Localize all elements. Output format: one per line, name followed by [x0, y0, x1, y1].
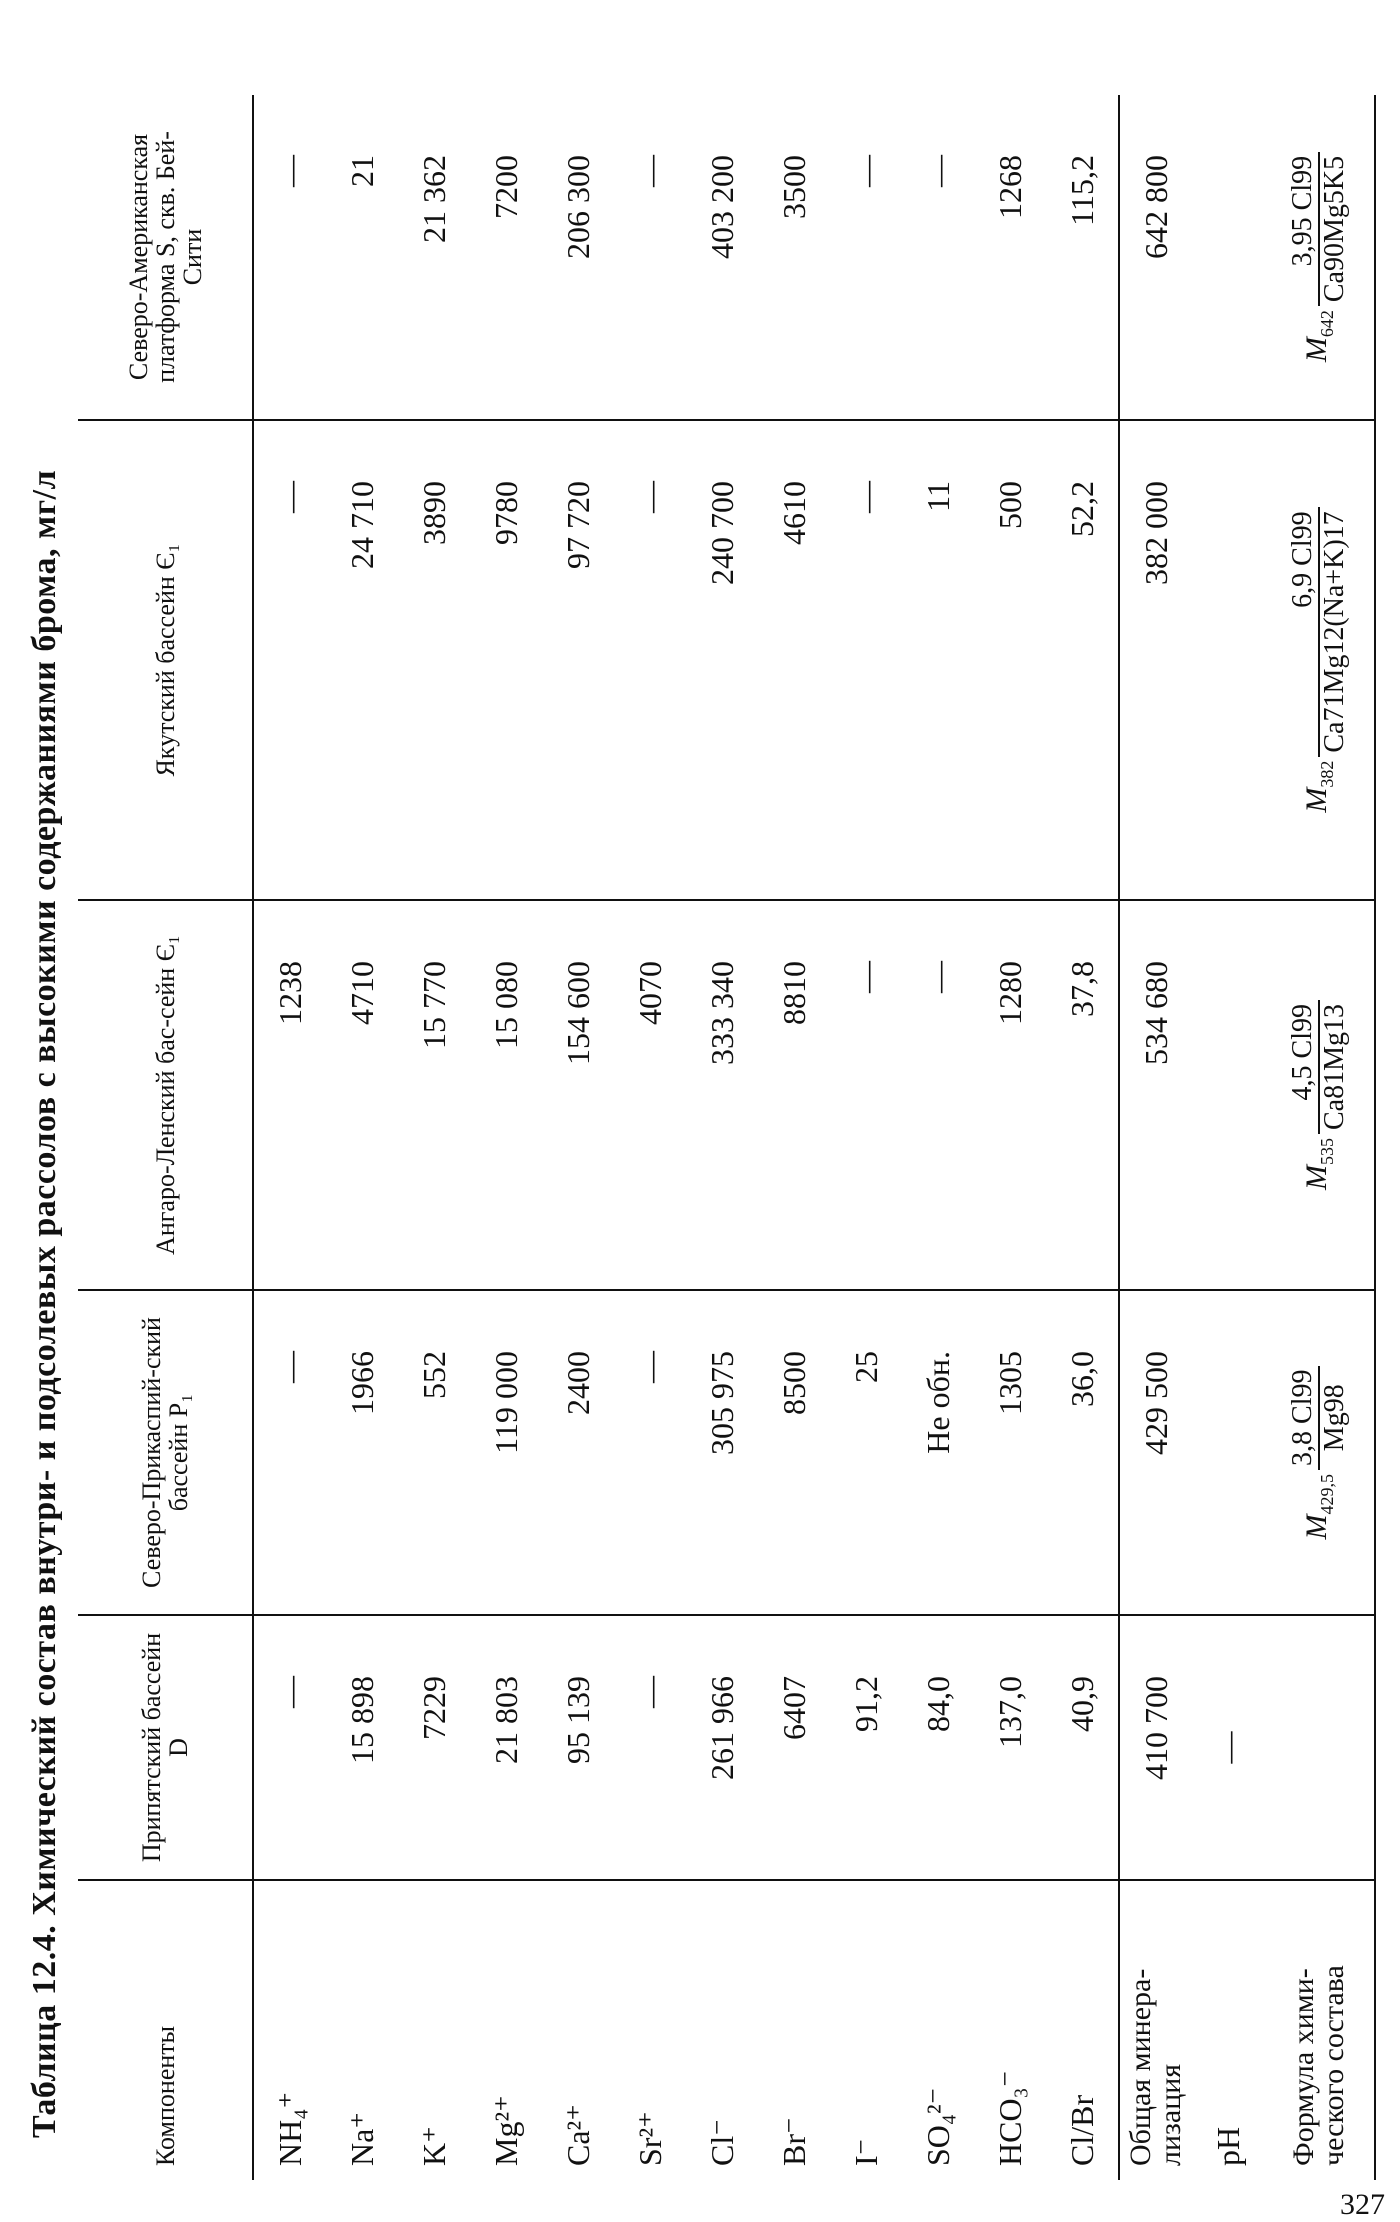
value-cell: 21 803 — [470, 1615, 542, 1880]
ph-value: — — [1192, 1615, 1264, 1880]
value-cell: 1305 — [974, 1290, 1046, 1615]
value-cell: 115,2 — [1046, 95, 1119, 420]
value-cell: 1966 — [326, 1290, 398, 1615]
table-row — [830, 95, 902, 2180]
mineralization-symbol — [1300, 760, 1337, 813]
fraction-numerator: 3,95 Cl99 — [1287, 155, 1318, 267]
m-subscript: 429,5 — [1317, 1473, 1337, 1515]
header-precaspian: Северо-Прикаспий-ский бассейн P₁ — [78, 1290, 253, 1615]
table-row — [326, 95, 398, 2180]
value-cell: 37,8 — [1046, 900, 1119, 1290]
m-subscript: 642 — [1317, 310, 1337, 338]
table-row — [542, 95, 614, 2180]
mineralization-value: 382 000 — [1119, 420, 1192, 900]
component-label: I⁻ — [848, 2138, 884, 2166]
table-row — [1046, 95, 1119, 2180]
component-label: Cl⁻ — [704, 2118, 740, 2166]
value-cell: 95 139 — [542, 1615, 614, 1880]
ph-value — [1192, 900, 1264, 1290]
value-cell: 500 — [974, 420, 1046, 900]
mineralization-value: 429 500 — [1119, 1290, 1192, 1615]
header-angara-lena: Ангаро-Ленский бас-сейн Є₁ — [78, 900, 253, 1290]
value-cell: 2400 — [542, 1290, 614, 1615]
value-cell: 21 — [326, 95, 398, 420]
page-number: 327 — [1340, 2188, 1385, 2221]
fraction-denominator: Ca71Mg12(Na+K)17 — [1318, 507, 1350, 756]
value-cell: 3500 — [758, 95, 830, 420]
formula-cell — [1264, 95, 1375, 420]
m-letter: M — [1300, 1165, 1333, 1190]
value-cell: 4710 — [326, 900, 398, 1290]
header-pripyat: Припятский бассейн D — [78, 1615, 253, 1880]
mineralization-value: 534 680 — [1119, 900, 1192, 1290]
brine-composition-table — [78, 95, 1376, 2180]
value-cell: 9780 — [470, 420, 542, 900]
table-row — [758, 95, 830, 2180]
value-cell: 84,0 — [902, 1615, 974, 1880]
value-cell: 8810 — [758, 900, 830, 1290]
value-cell: 7200 — [470, 95, 542, 420]
m-subscript: 535 — [1317, 1138, 1337, 1165]
value-cell: — — [614, 1290, 686, 1615]
m-letter: M — [1300, 1514, 1333, 1540]
component-label: SO₄²⁻ — [920, 2087, 956, 2166]
value-cell: 52,2 — [1046, 420, 1119, 900]
value-cell: 40,9 — [1046, 1615, 1119, 1880]
value-cell: 7229 — [398, 1615, 470, 1880]
value-cell: 305 975 — [686, 1290, 758, 1615]
value-cell: — — [253, 1290, 326, 1615]
mineralization-symbol — [1300, 1138, 1337, 1190]
value-cell: 1280 — [974, 900, 1046, 1290]
value-cell: 154 600 — [542, 900, 614, 1290]
table-row — [253, 95, 326, 2180]
component-label: Ca²⁺ — [560, 2103, 596, 2166]
ph-value — [1192, 95, 1264, 420]
value-cell: 24 710 — [326, 420, 398, 900]
fraction-numerator: 6,9 Cl99 — [1287, 511, 1318, 608]
component-label: NH₄⁺ — [272, 2091, 308, 2166]
component-label: Sr²⁺ — [632, 2111, 668, 2166]
component-label: HCO₃⁻ — [992, 2070, 1028, 2166]
value-cell: 4070 — [614, 900, 686, 1290]
value-cell: 15 898 — [326, 1615, 398, 1880]
table-caption: Таблица 12.4. Химический состав внутри- и подсолевых рассолов с высокими содержаниями брома, мг/л — [26, 469, 63, 2138]
value-cell: 3890 — [398, 420, 470, 900]
fraction-numerator: 3,8 Cl99 — [1287, 1369, 1318, 1466]
header-components: Компоненты — [78, 1880, 253, 2180]
m-letter: M — [1300, 337, 1333, 363]
formula-cell — [1264, 900, 1375, 1290]
value-cell: — — [830, 95, 902, 420]
table-row — [902, 95, 974, 2180]
value-cell: — — [614, 1615, 686, 1880]
fraction-numerator: 4,5 Cl99 — [1287, 1004, 1318, 1101]
table-row — [686, 95, 758, 2180]
kurlov-fraction — [1288, 507, 1350, 756]
value-cell: — — [253, 95, 326, 420]
kurlov-fraction — [1288, 1366, 1350, 1470]
value-cell: 552 — [398, 1290, 470, 1615]
value-cell: 8500 — [758, 1290, 830, 1615]
header-north-america: Северо-Американская платформа S, скв. Бей-Сити — [78, 95, 253, 420]
value-cell: 119 000 — [470, 1290, 542, 1615]
value-cell: — — [830, 420, 902, 900]
value-cell: 91,2 — [830, 1615, 902, 1880]
fraction-denominator: Ca90Mg5K5 — [1318, 152, 1350, 306]
formula-label: Формула хими-ческого состава — [1264, 1880, 1375, 2180]
value-cell: 333 340 — [686, 900, 758, 1290]
mineralization-symbol — [1300, 310, 1337, 363]
table-row-formula — [1264, 95, 1375, 2180]
fraction-denominator: Ca81Mg13 — [1318, 1000, 1350, 1134]
table-row-ph — [1192, 95, 1264, 2180]
mineralization-value: 642 800 — [1119, 95, 1192, 420]
component-label: K⁺ — [416, 2126, 452, 2166]
formula-cell — [1264, 1615, 1375, 1880]
m-letter: M — [1300, 787, 1333, 813]
value-cell: 11 — [902, 420, 974, 900]
value-cell: — — [614, 420, 686, 900]
value-cell: 261 966 — [686, 1615, 758, 1880]
formula-cell — [1264, 420, 1375, 900]
ph-value — [1192, 1290, 1264, 1615]
value-cell: — — [253, 420, 326, 900]
value-cell: 240 700 — [686, 420, 758, 900]
ph-value — [1192, 420, 1264, 900]
value-cell: — — [902, 95, 974, 420]
component-label: Br⁻ — [776, 2117, 812, 2166]
value-cell: 6407 — [758, 1615, 830, 1880]
value-cell: Не обн. — [902, 1290, 974, 1615]
m-subscript: 382 — [1317, 760, 1337, 788]
value-cell: — — [253, 1615, 326, 1880]
table-row — [470, 95, 542, 2180]
component-label: Cl/Br — [1063, 2094, 1100, 2166]
value-cell: — — [830, 900, 902, 1290]
value-cell: 15 770 — [398, 900, 470, 1290]
header-row — [78, 95, 253, 2180]
value-cell: 97 720 — [542, 420, 614, 900]
value-cell: 206 300 — [542, 95, 614, 420]
value-cell: 1268 — [974, 95, 1046, 420]
table-row — [974, 95, 1046, 2180]
mineralization-label: Общая минера-лизация — [1119, 1880, 1192, 2180]
component-label: Na⁺ — [344, 2111, 380, 2166]
value-cell: 4610 — [758, 420, 830, 900]
kurlov-fraction — [1288, 152, 1350, 306]
value-cell: — — [614, 95, 686, 420]
value-cell: 1238 — [253, 900, 326, 1290]
value-cell: 15 080 — [470, 900, 542, 1290]
table-row — [398, 95, 470, 2180]
mineralization-symbol — [1300, 1473, 1337, 1540]
kurlov-fraction — [1288, 1000, 1350, 1134]
mineralization-value: 410 700 — [1119, 1615, 1192, 1880]
fraction-denominator: Mg98 — [1318, 1366, 1350, 1470]
value-cell: 403 200 — [686, 95, 758, 420]
header-yakutsk: Якутский бассейн Є₁ — [78, 420, 253, 900]
value-cell: — — [902, 900, 974, 1290]
component-label: Mg²⁺ — [488, 2095, 524, 2166]
ph-label: pH — [1209, 2126, 1246, 2166]
table-row — [614, 95, 686, 2180]
value-cell: 21 362 — [398, 95, 470, 420]
value-cell: 36,0 — [1046, 1290, 1119, 1615]
formula-cell — [1264, 1290, 1375, 1615]
value-cell: 25 — [830, 1290, 902, 1615]
table-row-mineralization — [1119, 95, 1192, 2180]
value-cell: 137,0 — [974, 1615, 1046, 1880]
